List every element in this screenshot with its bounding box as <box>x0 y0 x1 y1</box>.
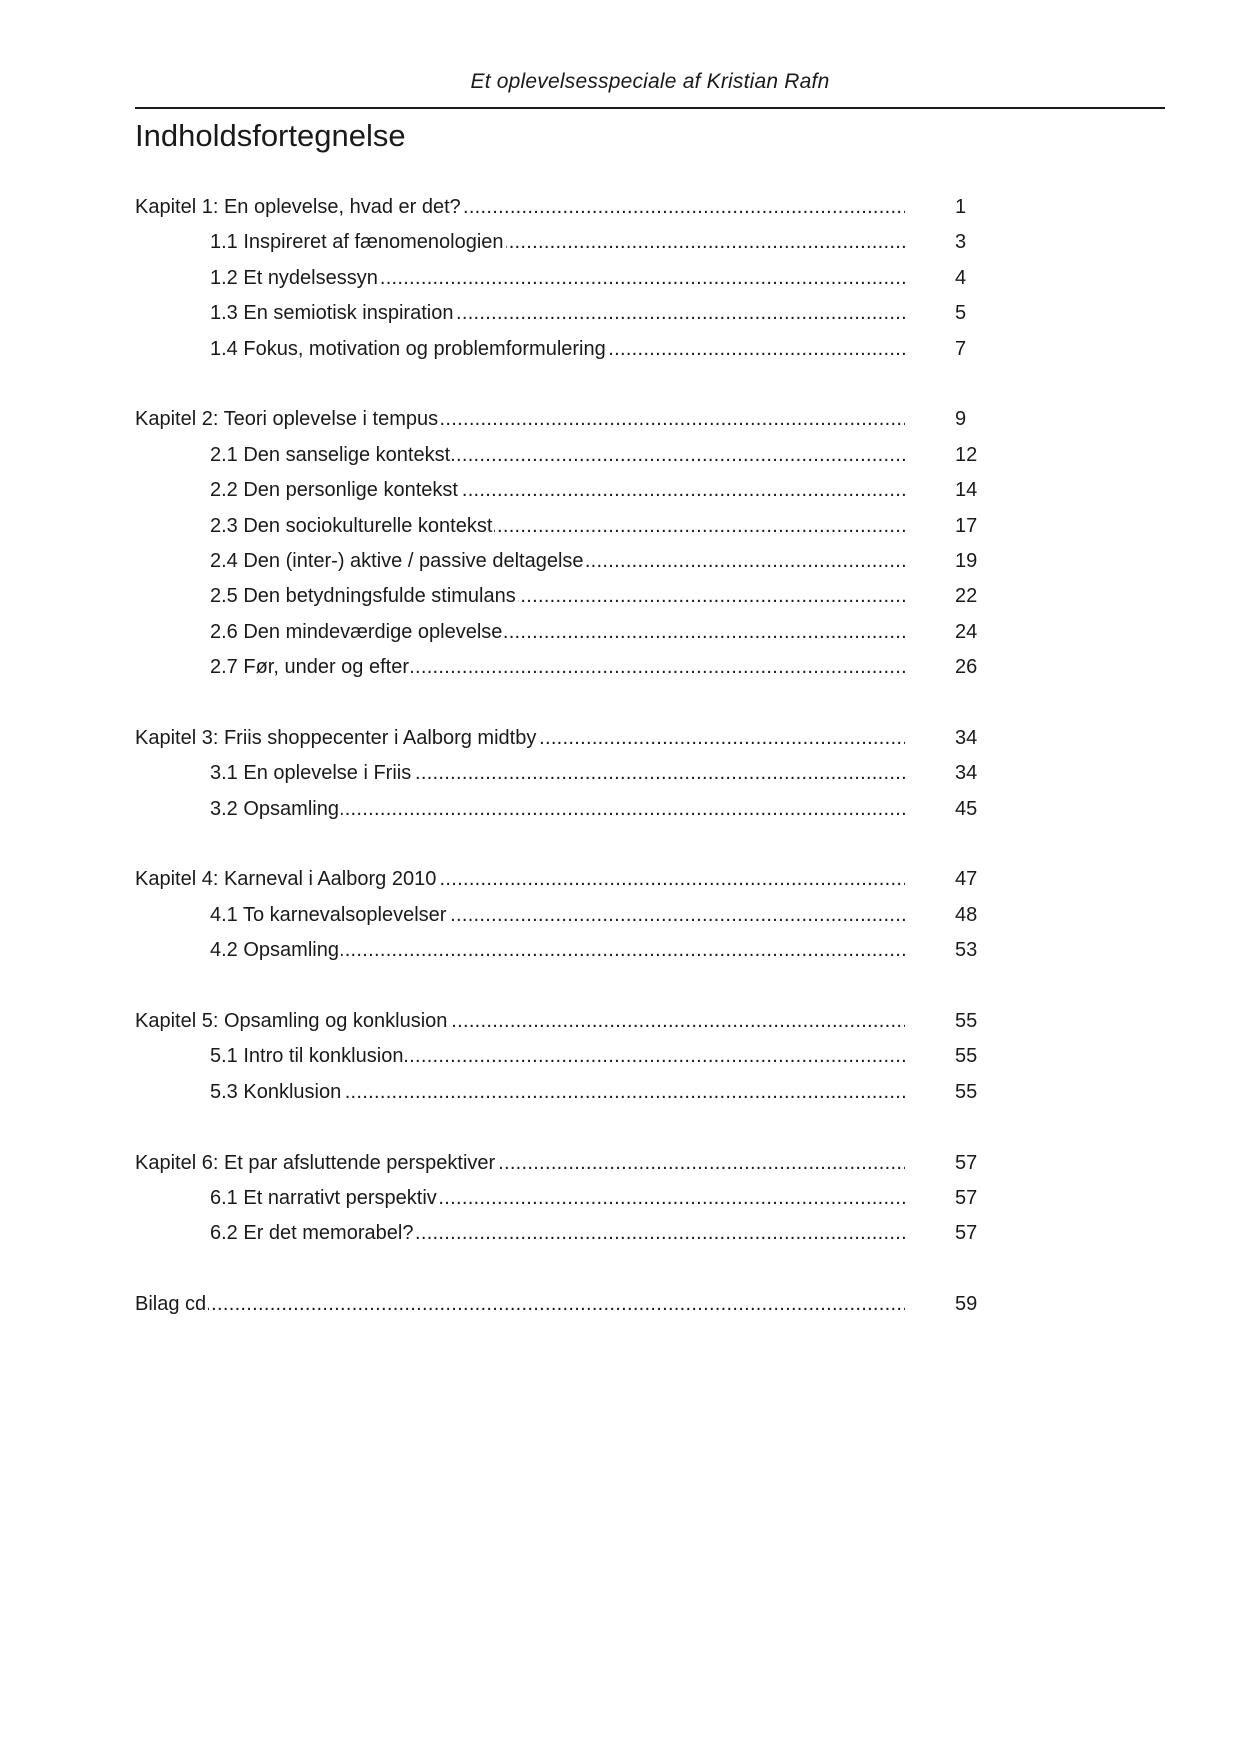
toc-entry-section[interactable] <box>135 792 1135 827</box>
toc-entry-leader <box>210 933 905 968</box>
toc-page-number: 59 <box>955 1293 978 1316</box>
header-rule <box>135 107 1165 109</box>
toc-entry-section[interactable] <box>135 509 1135 544</box>
toc-entry-chapter[interactable] <box>135 190 1135 225</box>
toc-entry-label: Kapitel 2: Teori oplevelse i tempus <box>135 402 440 437</box>
toc-entry-label: 1.1 Inspireret af fænomenologien <box>210 225 506 260</box>
toc-page-number: 55 <box>955 1045 978 1068</box>
toc-entry-label: Bilag cd <box>135 1287 208 1322</box>
toc-entry-label: 5.3 Konklusion <box>210 1075 343 1110</box>
toc-entry-section[interactable] <box>135 579 1135 614</box>
toc-page-number: 53 <box>955 939 978 962</box>
toc-entry-leader <box>135 1287 905 1322</box>
toc-entry-leader <box>210 473 905 508</box>
toc-page-number: 3 <box>955 231 967 254</box>
toc-entry-section[interactable] <box>135 1039 1135 1074</box>
toc-entry-leader <box>210 544 905 579</box>
toc-entry-leader <box>210 898 905 933</box>
toc-entry-section[interactable] <box>135 544 1135 579</box>
toc-entry-leader <box>210 1075 905 1110</box>
toc-page-number: 55 <box>955 1009 978 1032</box>
toc-entry-section[interactable] <box>135 650 1135 685</box>
toc-entry-label: Kapitel 6: Et par afsluttende perspektiver <box>135 1146 497 1181</box>
toc-entry-leader <box>210 1216 905 1251</box>
toc-entry-label: Kapitel 1: En oplevelse, hvad er det? <box>135 190 463 225</box>
toc-entry-chapter[interactable] <box>135 1287 1135 1322</box>
toc-entry-leader <box>135 862 905 897</box>
toc-entry-leader <box>135 402 905 437</box>
toc-page-number: 12 <box>955 443 978 466</box>
toc-page-number: 47 <box>955 868 978 891</box>
toc-entry-leader <box>210 509 905 544</box>
toc-page-number: 55 <box>955 1080 978 1103</box>
toc-page-number: 1 <box>955 196 967 218</box>
toc-page-number: 14 <box>955 479 978 502</box>
toc-entry-section[interactable] <box>135 933 1135 968</box>
toc-entry-chapter[interactable] <box>135 1146 1135 1181</box>
toc-entry-chapter[interactable] <box>135 721 1135 756</box>
toc-entry-section[interactable] <box>135 898 1135 933</box>
toc-entry-leader <box>210 615 905 650</box>
toc-page-number: 34 <box>955 762 978 785</box>
toc-entry-label: 2.6 Den mindeværdige oplevelse <box>210 615 504 650</box>
toc-entry-section[interactable] <box>135 296 1135 331</box>
toc-page-number: 9 <box>955 408 967 431</box>
toc-entry-label: Kapitel 3: Friis shoppecenter i Aalborg midtby <box>135 721 538 756</box>
toc-entry-section[interactable] <box>135 1181 1135 1216</box>
toc-page-number: 19 <box>955 549 978 572</box>
table-of-contents <box>135 190 1135 1323</box>
toc-entry-chapter[interactable] <box>135 1004 1135 1039</box>
toc-entry-chapter[interactable] <box>135 402 1135 437</box>
toc-entry-section[interactable] <box>135 225 1135 260</box>
toc-entry-label: Kapitel 4: Karneval i Aalborg 2010 <box>135 862 438 897</box>
toc-page-number: 5 <box>955 302 967 325</box>
toc-entry-section[interactable] <box>135 332 1135 367</box>
toc-entry-label: Kapitel 5: Opsamling og konklusion <box>135 1004 449 1039</box>
toc-entry-label: 2.1 Den sanselige kontekst <box>210 438 452 473</box>
toc-page-number: 22 <box>955 585 978 608</box>
toc-page-number: 24 <box>955 620 978 643</box>
toc-entry-section[interactable] <box>135 438 1135 473</box>
toc-entry-chapter[interactable] <box>135 862 1135 897</box>
toc-entry-leader <box>135 1004 905 1039</box>
toc-entry-leader <box>210 261 905 296</box>
page-title: Indholdsfortegnelse <box>135 118 406 153</box>
toc-entry-label: 6.1 Et narrativt perspektiv <box>210 1181 439 1216</box>
toc-page-number: 7 <box>955 337 967 360</box>
toc-entry-label: 2.2 Den personlige kontekst <box>210 473 460 508</box>
toc-entry-leader <box>210 756 905 791</box>
toc-entry-leader <box>135 190 905 225</box>
toc-page-number: 57 <box>955 1222 978 1245</box>
toc-page-number: 57 <box>955 1151 978 1174</box>
toc-page-number: 34 <box>955 726 978 749</box>
toc-entry-label: 2.4 Den (inter-) aktive / passive deltagelse <box>210 544 586 579</box>
toc-entry-label: 1.4 Fokus, motivation og problemformulering <box>210 332 608 367</box>
toc-page-number: 45 <box>955 797 978 820</box>
toc-entry-leader <box>210 1039 905 1074</box>
toc-entry-label: 1.3 En semiotisk inspiration <box>210 296 455 331</box>
toc-entry-leader <box>135 721 905 756</box>
toc-entry-section[interactable] <box>135 1075 1135 1110</box>
toc-entry-label: 3.1 En oplevelse i Friis <box>210 756 413 791</box>
toc-entry-leader <box>210 650 905 685</box>
toc-entry-leader <box>210 225 905 260</box>
running-header: Et oplevelsesspeciale af Kristian Rafn <box>470 70 830 93</box>
toc-entry-leader <box>135 1146 905 1181</box>
toc-page-number: 26 <box>955 656 978 679</box>
toc-entry-label: 1.2 Et nydelsessyn <box>210 261 380 296</box>
toc-page-number: 57 <box>955 1186 978 1209</box>
toc-entry-section[interactable] <box>135 473 1135 508</box>
toc-entry-label: 4.1 To karnevalsoplevelser <box>210 898 448 933</box>
toc-entry-section[interactable] <box>135 261 1135 296</box>
toc-entry-section[interactable] <box>135 1216 1135 1251</box>
toc-entry-section[interactable] <box>135 756 1135 791</box>
toc-entry-leader <box>210 579 905 614</box>
toc-entry-label: 2.7 Før, under og efter <box>210 650 411 685</box>
toc-page-number: 17 <box>955 514 978 537</box>
toc-entry-label: 6.2 Er det memorabel? <box>210 1216 415 1251</box>
toc-entry-leader <box>210 792 905 827</box>
toc-entry-leader <box>210 438 905 473</box>
toc-entry-leader <box>210 296 905 331</box>
toc-page-number: 48 <box>955 903 978 926</box>
toc-page-number: 4 <box>955 266 967 289</box>
toc-entry-section[interactable] <box>135 615 1135 650</box>
toc-entry-label: 2.5 Den betydningsfulde stimulans <box>210 579 518 614</box>
toc-entry-leader <box>210 1181 905 1216</box>
toc-entry-label: 2.3 Den sociokulturelle kontekst <box>210 509 494 544</box>
toc-entry-label: 3.2 Opsamling <box>210 792 341 827</box>
toc-entry-label: 5.1 Intro til konklusion <box>210 1039 405 1074</box>
toc-entry-label: 4.2 Opsamling <box>210 933 341 968</box>
toc-entry-leader <box>210 332 905 367</box>
